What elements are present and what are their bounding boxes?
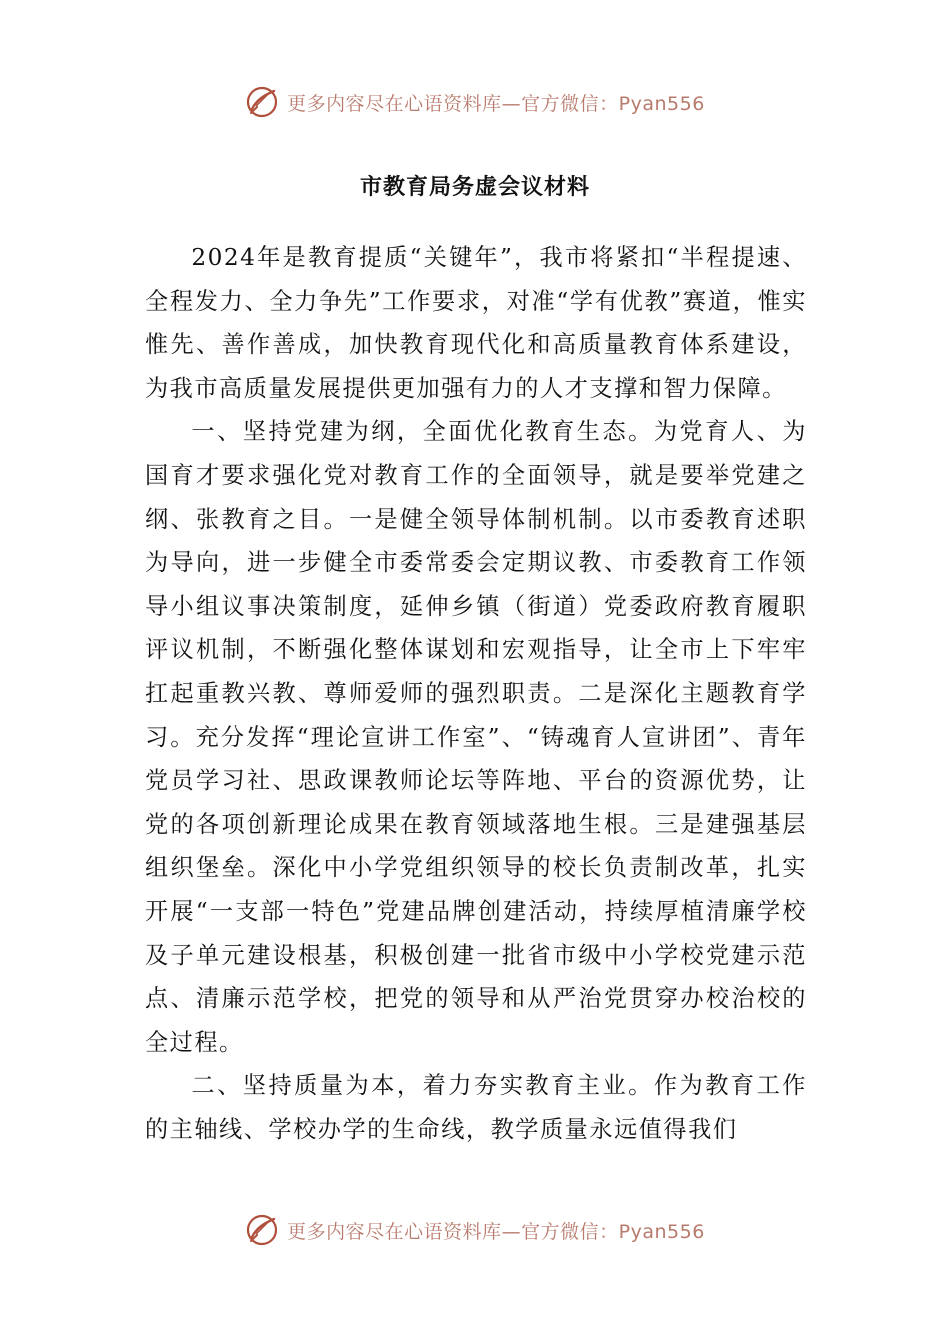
document-title: 市教育局务虚会议材料 bbox=[359, 175, 590, 200]
watermark-text: 更多内容尽在心语资料库—官方微信：Pyan556 bbox=[287, 1220, 705, 1243]
paragraph-section-2: 二、坚持质量为本，着力夯实教育主业。作为教育工作的主轴线、学校办学的生命线，教学质量永远值得我们 bbox=[145, 1072, 807, 1143]
pen-logo-icon bbox=[245, 1213, 279, 1247]
pen-logo-icon bbox=[245, 85, 279, 119]
paragraph-section-1: 一、坚持党建为纲，全面优化教育生态。为党育人、为国育才要求强化党对教育工作的全面领导，就是要举党建之纲、张教育之目。一是健全领导体制机制。以市委教育述职为导向，进一步健全市委常委会定期议教、市委教育工作领导小组议事决策制度，延伸乡镇（街道）党委政府教育履职评议机制，不断强化整体谋划和宏观指导，让全市上下牢牢扛起重教兴教、尊师爱师的强烈职责。二是深化主题教育学习。充分发挥“理论宣讲工作室”、“铸魂育人宣讲团”、青年党员学习社、思政课教师论坛等阵地、平台的资源优势，让党的各项创新理论成果在教育领域落地生根。三是建强基层组织堡垒。深化中小学党组织领导的校长负责制改革，扎实开展“一支部一特色”党建品牌创建活动，持续厚植清廉学校及子单元建设根基，积极创建一批省市级中小学校党建示范点、清廉示范学校，把党的领导和从严治党贯穿办校治校的全过程。 bbox=[145, 418, 807, 1056]
watermark-text: 更多内容尽在心语资料库—官方微信：Pyan556 bbox=[287, 92, 705, 115]
paragraph-intro: 2024年是教育提质“关键年”，我市将紧扣“半程提速、全程发力、全力争先”工作要求，对准“学有优教”赛道，惟实惟先、善作善成，加快教育现代化和高质量教育体系建设，为我市高质量发展提供更加强有力的人才支撑和智力保障。 bbox=[145, 244, 807, 402]
document-body bbox=[145, 236, 807, 1151]
header-watermark bbox=[0, 82, 950, 122]
footer-watermark bbox=[0, 1210, 950, 1250]
